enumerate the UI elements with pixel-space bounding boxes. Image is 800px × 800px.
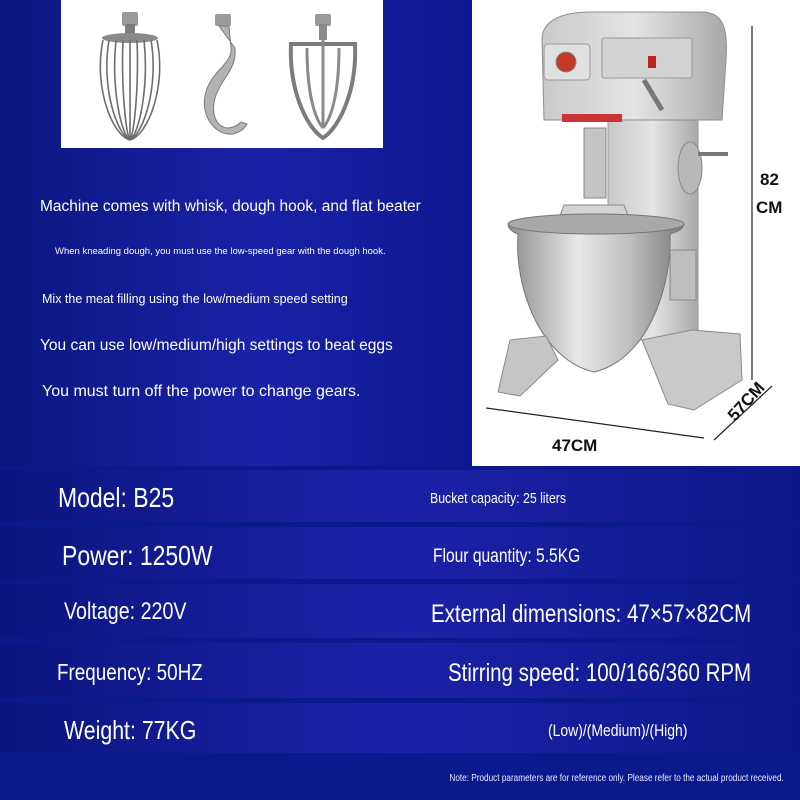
feature-line: When kneading dough, you must use the low-speed gear with the dough hook. bbox=[55, 246, 386, 257]
spec-row bbox=[0, 643, 800, 698]
feature-line: You can use low/medium/high settings to beat eggs bbox=[40, 337, 393, 354]
feature-line: Mix the meat filling using the low/medium speed setting bbox=[42, 292, 348, 306]
spec-external-dimensions: External dimensions: 47×57×82CM bbox=[431, 600, 752, 628]
spec-row bbox=[0, 527, 800, 579]
spec-power: Power: 1250W bbox=[62, 540, 213, 571]
spec-row bbox=[0, 470, 800, 522]
feature-line: Machine comes with whisk, dough hook, and flat beater bbox=[40, 198, 421, 215]
disclaimer-note: Note: Product parameters are for reference only. Please refer to the actual product received. bbox=[449, 773, 784, 784]
spec-row bbox=[0, 703, 800, 753]
spec-stirring-speed: Stirring speed: 100/166/360 RPM bbox=[448, 659, 752, 687]
attachments-image bbox=[61, 0, 383, 148]
height-value: 82 bbox=[760, 170, 779, 189]
depth-label: 57CM bbox=[724, 378, 769, 425]
width-label: 47CM bbox=[552, 436, 598, 455]
mixer-image bbox=[472, 0, 800, 466]
spec-model: Model: B25 bbox=[58, 482, 175, 513]
spec-voltage: Voltage: 220V bbox=[64, 598, 187, 625]
dough-hook-icon bbox=[189, 8, 259, 144]
spec-row bbox=[0, 584, 800, 638]
feature-line: You must turn off the power to change gears. bbox=[42, 383, 361, 400]
whisk-icon bbox=[89, 8, 171, 144]
spec-frequency: Frequency: 50HZ bbox=[57, 659, 203, 685]
flat-beater-icon bbox=[283, 8, 363, 144]
spec-bucket-capacity: Bucket capacity: 25 liters bbox=[430, 490, 567, 507]
spec-weight: Weight: 77KG bbox=[64, 715, 197, 745]
spec-speed-levels: (Low)/(Medium)/(High) bbox=[548, 721, 688, 740]
spec-flour-quantity: Flour quantity: 5.5KG bbox=[433, 546, 581, 567]
height-unit: CM bbox=[756, 198, 783, 217]
